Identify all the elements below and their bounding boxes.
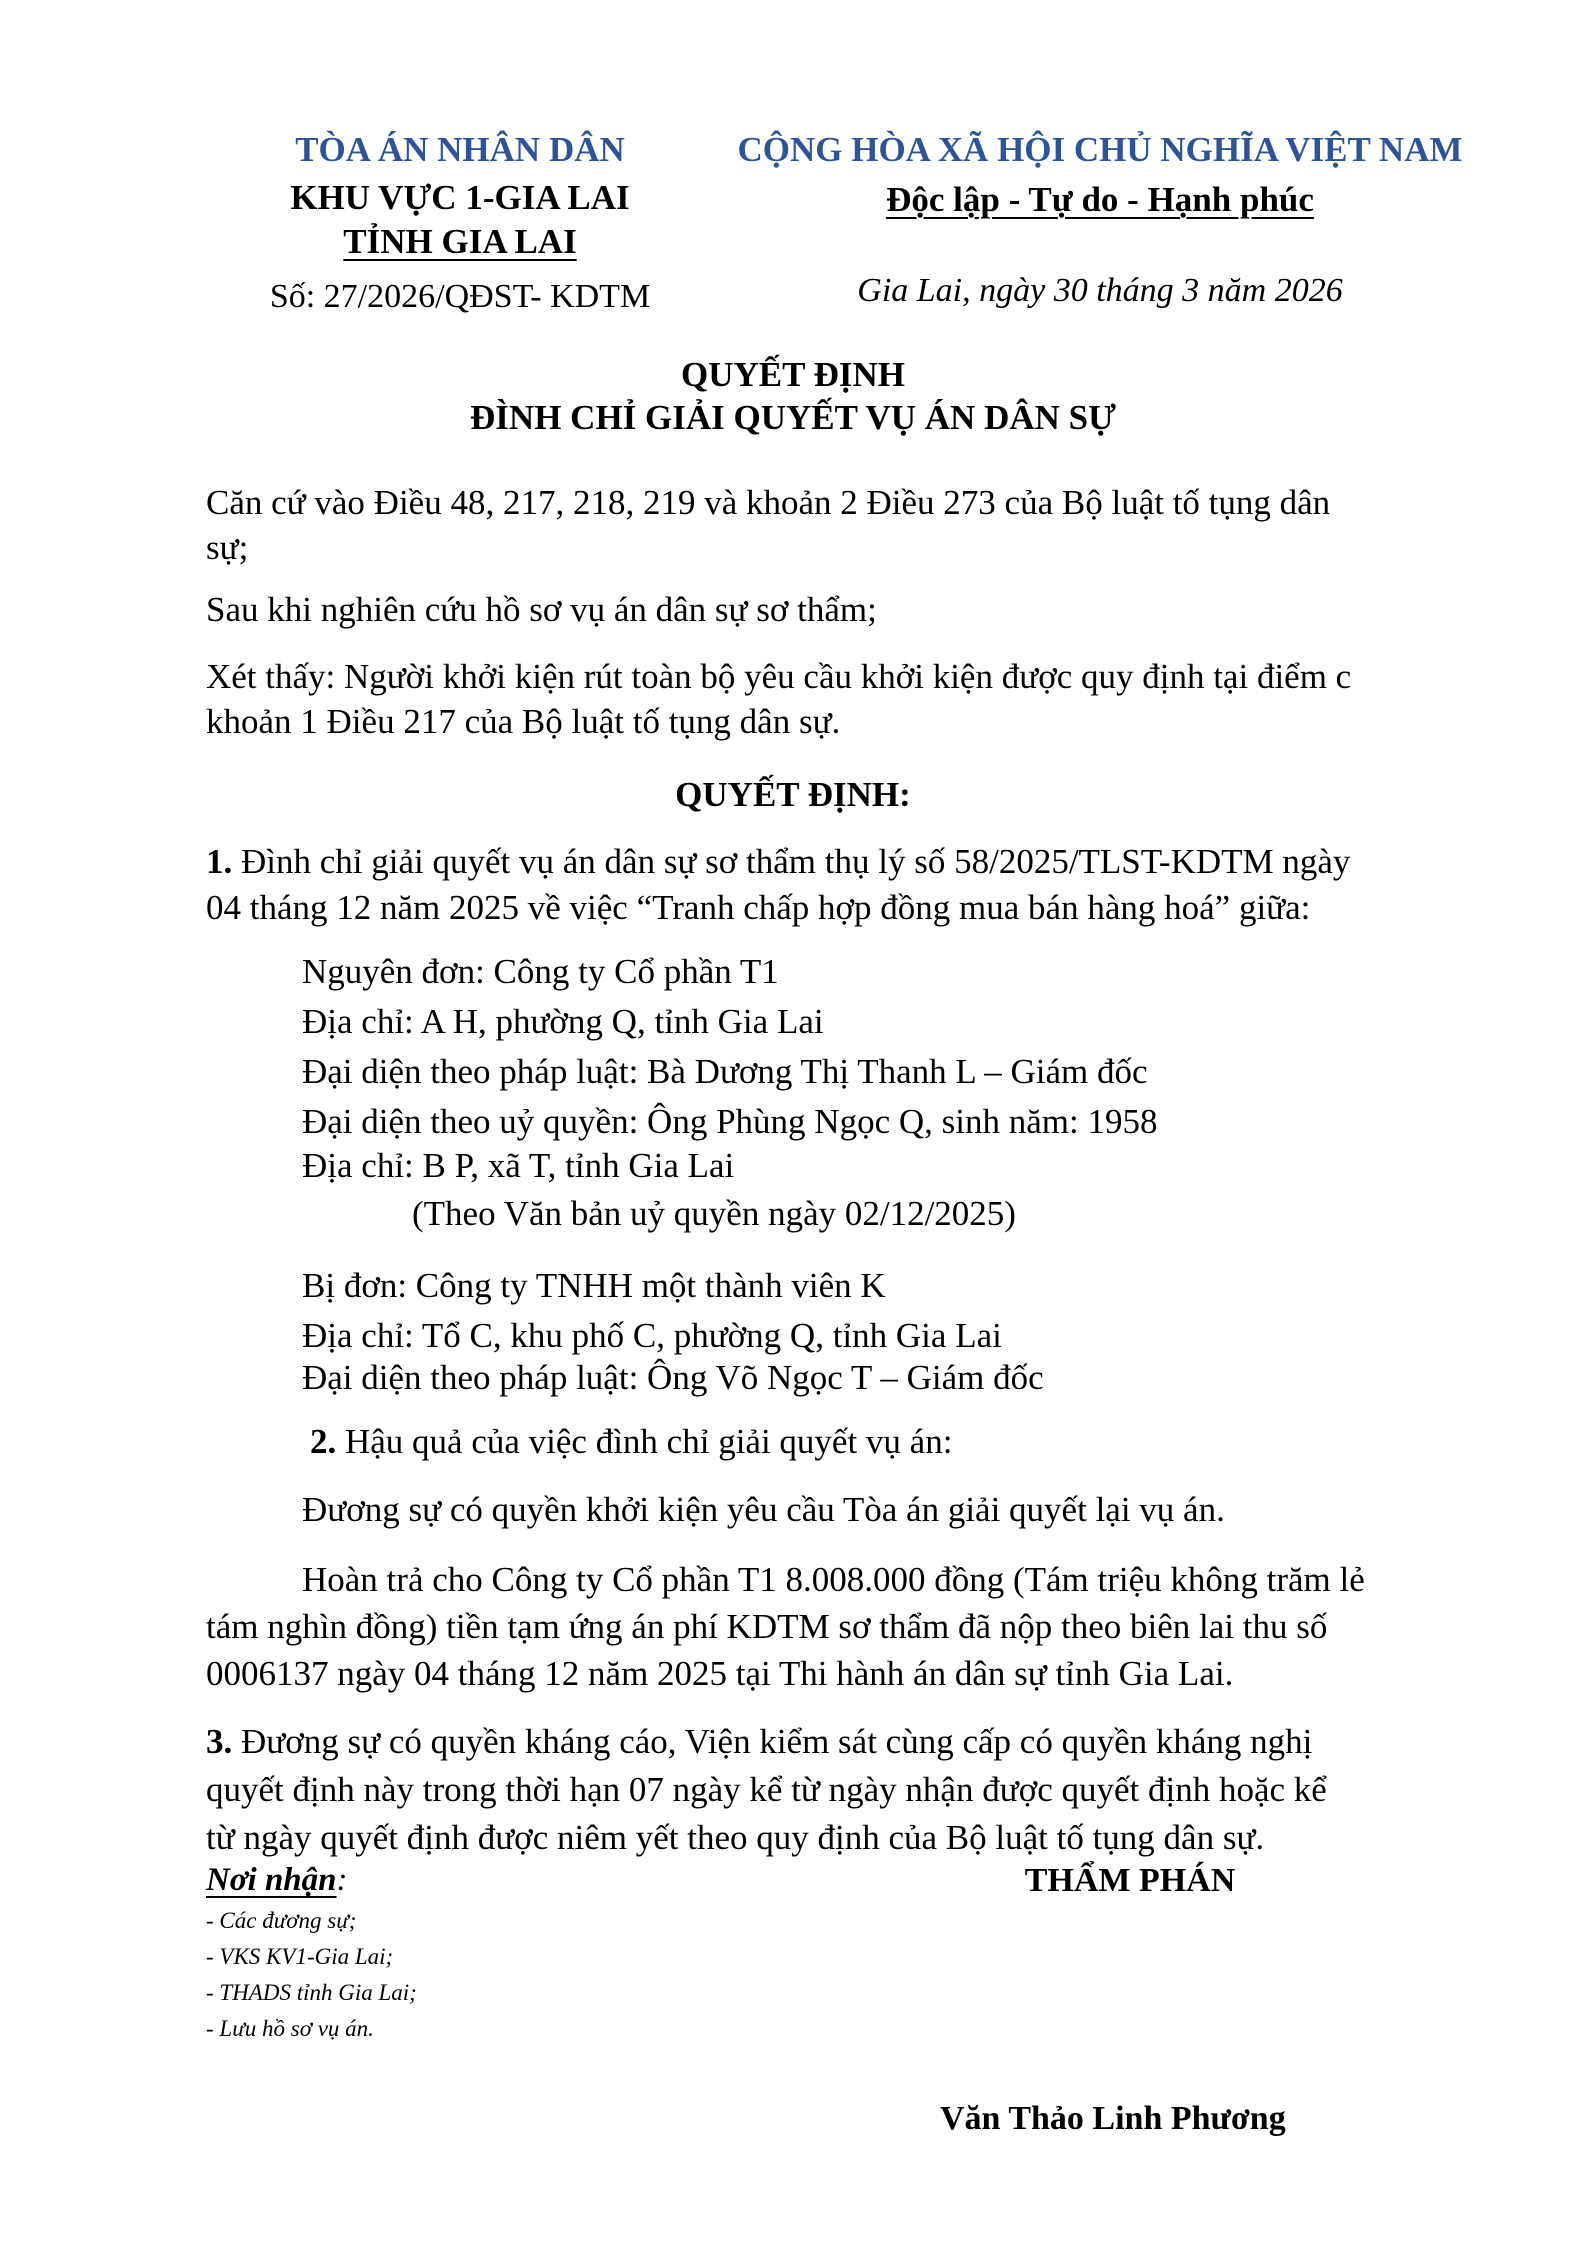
authorization-document: (Theo Văn bản uỷ quyền ngày 02/12/2025)	[412, 1194, 1016, 1233]
item1-text: Đình chỉ giải quyết vụ án dân sự sơ thẩm thụ lý số 58/2025/TLST-KDTM ngày	[232, 842, 1351, 881]
recipients-label-text: Nơi nhận	[206, 1862, 337, 1898]
finding-line2: khoản 1 Điều 217 của Bộ luật tố tụng dân sự.	[206, 702, 841, 741]
defendant-legal-rep: Đại diện theo pháp luật: Ông Võ Ngọc T – Giám đốc	[302, 1358, 1044, 1397]
item3-text: Đương sự có quyền kháng cáo, Viện kiểm sát cùng cấp có quyền kháng nghị	[232, 1722, 1313, 1761]
judge-name: Văn Thảo Linh Phương	[940, 2100, 1286, 2137]
item1-line1	[206, 842, 1350, 882]
item2-number: 2.	[310, 1422, 337, 1461]
document-title: QUYẾT ĐỊNH	[681, 355, 905, 394]
study-statement: Sau khi nghiên cứu hồ sơ vụ án dân sự sơ thẩm;	[206, 590, 877, 629]
item3-line2: quyết định này trong thời hạn 07 ngày kể từ ngày nhận được quyết định hoặc kể	[206, 1770, 1327, 1809]
refund-line2: tám nghìn đồng) tiền tạm ứng án phí KDTM sơ thẩm đã nộp theo biên lai thu số	[206, 1607, 1328, 1646]
item3-number: 3.	[206, 1722, 233, 1761]
court-region: KHU VỰC 1-GIA LAI	[290, 178, 630, 217]
plaintiff-auth-rep: Đại diện theo uỷ quyền: Ông Phùng Ngọc Q, sinh năm: 1958	[302, 1102, 1158, 1141]
document-subtitle: ĐÌNH CHỈ GIẢI QUYẾT VỤ ÁN DÂN SỰ	[470, 398, 1116, 437]
plaintiff: Nguyên đơn: Công ty Cổ phần T1	[302, 952, 779, 991]
national-motto	[720, 180, 1480, 220]
national-motto-text: Độc lập - Tự do - Hạnh phúc	[886, 180, 1314, 219]
judge-title: THẨM PHÁN	[1024, 1862, 1236, 1899]
recipient-item: - THADS tỉnh Gia Lai;	[206, 1980, 417, 2005]
finding-line1: Xét thấy: Người khởi kiện rút toàn bộ yêu cầu khởi kiện được quy định tại điểm c	[206, 657, 1352, 696]
legal-basis-line1: Căn cứ vào Điều 48, 217, 218, 219 và khoản 2 Điều 273 của Bộ luật tố tụng dân	[206, 483, 1331, 522]
place-date: Gia Lai, ngày 30 tháng 3 năm 2026	[857, 272, 1343, 309]
court-province	[250, 222, 670, 262]
nation-title: CỘNG HÒA XÃ HỘI CHỦ NGHĨA VIỆT NAM	[737, 130, 1463, 169]
recipient-item: - VKS KV1-Gia Lai;	[206, 1944, 394, 1969]
decision-number: Số: 27/2026/QĐST- KDTM	[269, 278, 651, 315]
recipients-colon: :	[336, 1862, 348, 1898]
decision-heading: QUYẾT ĐỊNH:	[675, 775, 911, 814]
defendant: Bị đơn: Công ty TNHH một thành viên K	[302, 1266, 886, 1305]
item2-heading	[310, 1422, 952, 1462]
recipient-item: - Lưu hồ sơ vụ án.	[206, 2016, 374, 2041]
recipients-label	[206, 1862, 348, 1899]
court-name: TÒA ÁN NHÂN DÂN	[295, 130, 625, 169]
refund-line3: 0006137 ngày 04 tháng 12 năm 2025 tại Thi hành án dân sự tỉnh Gia Lai.	[206, 1654, 1234, 1693]
legal-basis-line2: sự;	[206, 528, 249, 567]
plaintiff-legal-rep: Đại diện theo pháp luật: Bà Dương Thị Thanh L – Giám đốc	[302, 1052, 1148, 1091]
item3-line3: từ ngày quyết định được niêm yết theo quy định của Bộ luật tố tụng dân sự.	[206, 1818, 1265, 1857]
court-province-text: TỈNH GIA LAI	[343, 222, 577, 261]
item1-line2: 04 tháng 12 năm 2025 về việc “Tranh chấp hợp đồng mua bán hàng hoá” giữa:	[206, 888, 1311, 927]
refund-line1: Hoàn trả cho Công ty Cổ phần T1 8.008.000 đồng (Tám triệu không trăm lẻ	[302, 1560, 1365, 1599]
auth-rep-address: Địa chỉ: B P, xã T, tỉnh Gia Lai	[302, 1146, 735, 1185]
defendant-address: Địa chỉ: Tổ C, khu phố C, phường Q, tỉnh Gia Lai	[302, 1316, 1002, 1355]
plaintiff-address: Địa chỉ: A H, phường Q, tỉnh Gia Lai	[302, 1002, 824, 1041]
recipient-item: - Các đương sự;	[206, 1908, 357, 1933]
item2-heading-text: Hậu quả của việc đình chỉ giải quyết vụ án:	[336, 1422, 953, 1461]
item2-right-to-sue: Đương sự có quyền khởi kiện yêu cầu Tòa án giải quyết lại vụ án.	[302, 1490, 1225, 1529]
item1-number: 1.	[206, 842, 233, 881]
item3-line1	[206, 1722, 1312, 1762]
